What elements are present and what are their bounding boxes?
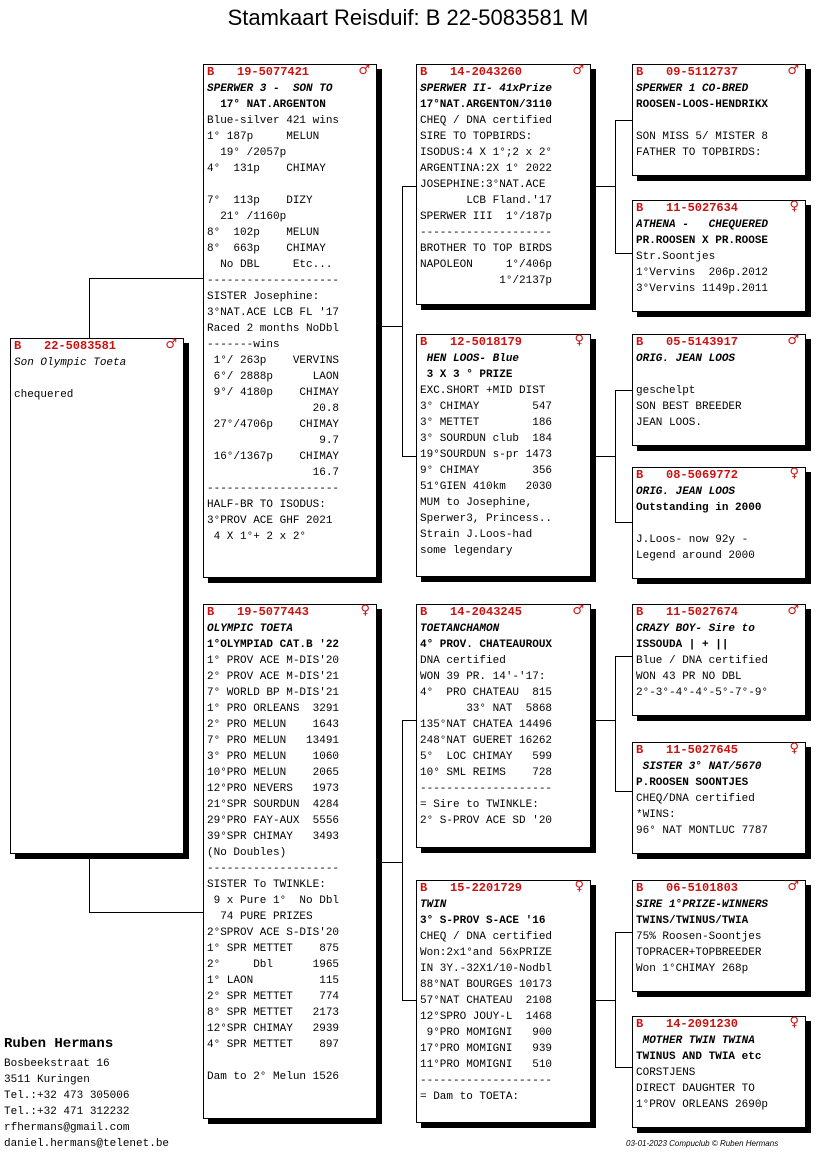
pigeon-card-dss bbox=[632, 604, 806, 716]
card-line: 4° PRO CHATEAU 815 bbox=[420, 687, 553, 699]
card-body bbox=[633, 1032, 805, 1113]
owner-city: 3511 Kuringen bbox=[4, 1074, 90, 1086]
card-line: *WINS: bbox=[636, 809, 676, 821]
card-line: SPERWER 3 - SON TO bbox=[207, 83, 333, 95]
pigeon-card-dam bbox=[203, 604, 377, 1119]
pigeon-card-dam-dam bbox=[416, 880, 591, 1123]
card-body bbox=[417, 620, 590, 829]
card-line bbox=[207, 177, 373, 193]
card-body bbox=[633, 620, 805, 701]
card-line: 16.7 bbox=[207, 467, 340, 479]
card-line: 17°NAT.ARGENTON/3110 bbox=[420, 99, 553, 111]
card-line: SPERWER II- 41xPrize bbox=[420, 83, 553, 95]
card-line: 21°SPR SOURDUN 4284 bbox=[207, 799, 340, 811]
card-line: -------------------- bbox=[420, 227, 553, 239]
card-line: ORIG. JEAN LOOS bbox=[636, 353, 736, 365]
card-line: 1°/ 263p VERVINS bbox=[207, 355, 340, 367]
connector-line bbox=[615, 791, 632, 792]
card-line: WON 39 PR. 14'-'17: bbox=[420, 671, 546, 683]
connector-line bbox=[402, 456, 417, 457]
card-line: ISODUS:4 X 1°;2 x 2° bbox=[420, 147, 553, 159]
card-line: some legendary bbox=[420, 545, 513, 557]
card-line: ATHENA - CHEQUERED bbox=[636, 219, 769, 231]
connector-line bbox=[402, 720, 403, 1001]
card-line: 9°PRO MOMIGNI 900 bbox=[420, 1027, 553, 1039]
pigeon-card-dds bbox=[632, 880, 806, 992]
owner-phone-2: Tel.:+32 471 312232 bbox=[4, 1106, 130, 1118]
card-line: 6°/ 2888p LAON bbox=[207, 371, 340, 383]
card-body bbox=[417, 350, 590, 559]
card-line: J.Loos- now 92y - bbox=[636, 534, 749, 546]
card-line: TWINUS AND TWIA etc bbox=[636, 1051, 762, 1063]
card-line: -------------------- bbox=[420, 1075, 553, 1087]
card-header bbox=[417, 335, 590, 350]
card-line: -------------------- bbox=[420, 783, 553, 795]
card-body bbox=[633, 350, 805, 431]
card-line: 7° WORLD BP M-DIS'21 bbox=[207, 687, 340, 699]
card-line bbox=[636, 516, 802, 532]
card-line: chequered bbox=[14, 389, 74, 401]
card-line: ARGENTINA:2X 1° 2022 bbox=[420, 163, 553, 175]
connector-line bbox=[89, 912, 204, 913]
card-line: SIRE 1°PRIZE-WINNERS bbox=[636, 899, 769, 911]
card-line: DNA certified bbox=[420, 655, 506, 667]
card-line: CRAZY BOY- Sire to bbox=[636, 623, 755, 635]
connector-line bbox=[590, 456, 616, 457]
card-body bbox=[633, 80, 805, 161]
card-line: SISTER 3° NAT/5670 bbox=[636, 761, 762, 773]
connector-line bbox=[590, 1000, 616, 1001]
card-line: 21° /1160p bbox=[207, 211, 287, 223]
male-icon: ♂ bbox=[572, 603, 584, 618]
card-line: 12°PRO NEVERS 1973 bbox=[207, 783, 340, 795]
card-line: Won 1°CHIMAY 268p bbox=[636, 963, 749, 975]
country-code: B bbox=[636, 201, 644, 215]
card-header bbox=[417, 65, 590, 80]
connector-line bbox=[89, 278, 90, 340]
card-line: 19° /2057p bbox=[207, 147, 287, 159]
card-line: 10° SML REIMS 728 bbox=[420, 767, 553, 779]
card-line: 3° SOURDUN club 184 bbox=[420, 433, 553, 445]
card-line: 57°NAT CHATEAU 2108 bbox=[420, 995, 553, 1007]
female-icon: ♀ bbox=[574, 333, 584, 348]
country-code: B bbox=[636, 335, 644, 349]
card-body bbox=[633, 216, 805, 297]
ring-number: 08-5069772 bbox=[666, 468, 739, 482]
card-line: 17° NAT.ARGENTON bbox=[207, 99, 326, 111]
female-icon: ♀ bbox=[574, 879, 584, 894]
card-line: 3° CHIMAY 547 bbox=[420, 401, 553, 413]
card-line: 19°SOURDUN s-pr 1473 bbox=[420, 449, 553, 461]
country-code: B bbox=[636, 468, 644, 482]
card-line: JOSEPHINE:3°NAT.ACE bbox=[420, 179, 546, 191]
country-code: B bbox=[636, 65, 644, 79]
card-line: 2° PRO MELUN 1643 bbox=[207, 719, 340, 731]
card-header bbox=[633, 201, 805, 216]
card-line: Sperwer3, Princess.. bbox=[420, 513, 553, 525]
card-header bbox=[417, 881, 590, 896]
card-line: No DBL Etc... bbox=[207, 259, 333, 271]
card-line: 96° NAT MONTLUC 7787 bbox=[636, 825, 769, 837]
card-line: 9 x Pure 1° No Dbl bbox=[207, 895, 340, 907]
connector-line bbox=[615, 932, 616, 1068]
card-line: ROOSEN-LOOS-HENDRIKX bbox=[636, 99, 769, 111]
card-body bbox=[633, 896, 805, 977]
connector-line bbox=[402, 186, 403, 457]
card-line: 1°OLYMPIAD CAT.B '22 bbox=[207, 639, 340, 651]
card-body bbox=[417, 896, 590, 1105]
female-icon: ♀ bbox=[789, 466, 799, 481]
card-line: 17°PRO MOMIGNI 939 bbox=[420, 1043, 553, 1055]
card-line: -------------------- bbox=[207, 863, 340, 875]
pigeon-card-ddd bbox=[632, 1016, 806, 1128]
card-line: 9.7 bbox=[207, 435, 340, 447]
card-header bbox=[204, 605, 376, 620]
ring-number: 14-2043260 bbox=[450, 65, 523, 79]
card-line: 9° CHIMAY 356 bbox=[420, 465, 553, 477]
card-line: 3° PRO MELUN 1060 bbox=[207, 751, 340, 763]
card-line: -------------------- bbox=[207, 483, 340, 495]
card-line: 3 X 3 ° PRIZE bbox=[420, 369, 513, 381]
card-line: Blue / DNA certified bbox=[636, 655, 769, 667]
card-line: 4° PROV. CHATEAUROUX bbox=[420, 639, 553, 651]
card-line: 88°NAT BOURGES 10173 bbox=[420, 979, 553, 991]
card-line: MUM to Josephine, bbox=[420, 497, 533, 509]
card-line: 10°PRO MELUN 2065 bbox=[207, 767, 340, 779]
card-line: LCB Fland.'17 bbox=[420, 195, 553, 207]
connector-line bbox=[615, 390, 632, 391]
connector-line bbox=[615, 656, 616, 792]
country-code: B bbox=[636, 1017, 644, 1031]
card-line: 1°PROV ORLEANS 2690p bbox=[636, 1099, 769, 1111]
ring-number: 14-2043245 bbox=[450, 605, 523, 619]
card-line: HEN LOOS- Blue bbox=[420, 353, 520, 365]
card-line: 3°NAT.ACE LCB FL '17 bbox=[207, 307, 340, 319]
ring-number: 19-5077443 bbox=[237, 605, 310, 619]
card-line: 16°/1367p CHIMAY bbox=[207, 451, 340, 463]
page-title: Stamkaart Reisduif: B 22-5083581 M bbox=[227, 5, 589, 30]
card-line: SON BEST BREEDER bbox=[636, 401, 742, 413]
male-icon: ♂ bbox=[787, 603, 799, 618]
owner-info bbox=[4, 1034, 169, 1152]
country-code: B bbox=[420, 65, 428, 79]
female-icon: ♀ bbox=[789, 199, 799, 214]
card-line: SPERWER 1 CO-BRED bbox=[636, 83, 749, 95]
country-code: B bbox=[636, 605, 644, 619]
card-line: 7° 113p DIZY bbox=[207, 195, 313, 207]
card-line: TWINS/TWINUS/TWIA bbox=[636, 915, 749, 927]
ring-number: 09-5112737 bbox=[666, 65, 739, 79]
country-code: B bbox=[420, 881, 428, 895]
card-line: SISTER Josephine: bbox=[207, 291, 320, 303]
male-icon: ♂ bbox=[787, 879, 799, 894]
connector-line bbox=[376, 326, 403, 327]
card-body bbox=[633, 758, 805, 839]
card-line: ORIG. JEAN LOOS bbox=[636, 486, 736, 498]
card-line: WON 43 PR NO DBL bbox=[636, 671, 742, 683]
pigeon-card-sire bbox=[203, 64, 377, 578]
card-line: Son Olympic Toeta bbox=[14, 357, 127, 369]
connector-line bbox=[402, 186, 417, 187]
card-line: TOPRACER+TOPBREEDER bbox=[636, 947, 762, 959]
card-line: -------wins bbox=[207, 339, 280, 351]
pigeon-card-dsd bbox=[632, 742, 806, 854]
card-line: SPERWER III 1°/187p bbox=[420, 211, 553, 223]
card-line: TWIN bbox=[420, 899, 447, 911]
male-icon: ♂ bbox=[787, 63, 799, 78]
card-line: ISSOUDA | + || bbox=[636, 639, 729, 651]
card-line: 1°Vervins 206p.2012 bbox=[636, 267, 769, 279]
connector-line bbox=[615, 932, 632, 933]
card-line: 4° SPR METTET 897 bbox=[207, 1039, 340, 1051]
card-line: 33° NAT 5868 bbox=[420, 703, 553, 715]
card-line: 74 PURE PRIZES bbox=[207, 911, 313, 923]
ring-number: 22-5083581 bbox=[44, 339, 117, 353]
card-line: Outstanding in 2000 bbox=[636, 502, 762, 514]
pigeon-card-sss bbox=[632, 64, 806, 176]
card-header bbox=[633, 605, 805, 620]
card-line: CORSTJENS bbox=[636, 1067, 696, 1079]
card-line: SIRE TO TOPBIRDS: bbox=[420, 131, 533, 143]
card-line: 7° PRO MELUN 13491 bbox=[207, 735, 340, 747]
card-line: 12°SPR CHIMAY 2939 bbox=[207, 1023, 340, 1035]
ring-number: 12-5018179 bbox=[450, 335, 523, 349]
card-line: 2° S-PROV ACE SD '20 bbox=[420, 815, 553, 827]
card-line: HALF-BR TO ISODUS: bbox=[207, 499, 326, 511]
card-line bbox=[207, 1053, 373, 1069]
card-line: FATHER TO TOPBIRDS: bbox=[636, 147, 762, 159]
card-line: CHEQ/DNA certified bbox=[636, 793, 755, 805]
owner-name: Ruben Hermans bbox=[4, 1036, 114, 1052]
card-line: (No Doubles) bbox=[207, 847, 287, 859]
connector-line bbox=[89, 854, 90, 912]
card-line: 1° LAON 115 bbox=[207, 975, 340, 987]
ring-number: 14-2091230 bbox=[666, 1017, 739, 1031]
card-line: BROTHER TO TOP BIRDS bbox=[420, 243, 553, 255]
card-header bbox=[633, 335, 805, 350]
card-line: 29°PRO FAY-AUX 5556 bbox=[207, 815, 340, 827]
connector-line bbox=[402, 720, 417, 721]
card-line: 1° SPR METTET 875 bbox=[207, 943, 340, 955]
card-body bbox=[633, 483, 805, 564]
male-icon: ♂ bbox=[358, 63, 370, 78]
connector-line bbox=[590, 720, 616, 721]
card-header bbox=[633, 743, 805, 758]
card-line: CHEQ / DNA certified bbox=[420, 115, 553, 127]
card-line: Str.Soontjes bbox=[636, 251, 716, 263]
connector-line bbox=[376, 862, 403, 863]
card-line: PR.ROOSEN X PR.ROOSE bbox=[636, 235, 769, 247]
card-body bbox=[417, 80, 590, 289]
card-line: 9°/ 4180p CHIMAY bbox=[207, 387, 340, 399]
country-code: B bbox=[207, 605, 215, 619]
card-line: 2° SPR METTET 774 bbox=[207, 991, 340, 1003]
ring-number: 11-5027645 bbox=[666, 743, 739, 757]
card-line: Blue-silver 421 wins bbox=[207, 115, 340, 127]
card-line: 2° PROV ACE M-DIS'21 bbox=[207, 671, 340, 683]
card-line: IN 3Y.-32X1/10-Nodbl bbox=[420, 963, 553, 975]
card-line: Won:2x1°and 56xPRIZE bbox=[420, 947, 553, 959]
card-line: 4° 131p CHIMAY bbox=[207, 163, 326, 175]
card-line: TOETANCHAMON bbox=[420, 623, 500, 635]
card-line: MOTHER TWIN TWINA bbox=[636, 1035, 755, 1047]
card-line: 12°SPRO JOUY-L 1468 bbox=[420, 1011, 553, 1023]
card-line: EXC.SHORT +MID DIST bbox=[420, 385, 546, 397]
card-line: 1° PROV ACE M-DIS'20 bbox=[207, 655, 340, 667]
connector-line bbox=[615, 1067, 632, 1068]
female-icon: ♀ bbox=[789, 1015, 799, 1030]
country-code: B bbox=[420, 335, 428, 349]
owner-phone-1: Tel.:+32 473 305006 bbox=[4, 1090, 130, 1102]
card-line: 27°/4706p CHIMAY bbox=[207, 419, 340, 431]
card-line: 2° Dbl 1965 bbox=[207, 959, 340, 971]
card-line: 8° 663p CHIMAY bbox=[207, 243, 326, 255]
card-line: JEAN LOOS. bbox=[636, 417, 703, 429]
ring-number: 11-5027674 bbox=[666, 605, 739, 619]
card-line: = Sire to TWINKLE: bbox=[420, 799, 539, 811]
card-header bbox=[204, 65, 376, 80]
male-icon: ♂ bbox=[165, 337, 177, 352]
owner-email-2: daniel.hermans@telenet.be bbox=[4, 1138, 170, 1150]
card-line: 11°PRO MOMIGNI 510 bbox=[420, 1059, 553, 1071]
card-line: Legend around 2000 bbox=[636, 550, 755, 562]
card-line: 8° 102p MELUN bbox=[207, 227, 320, 239]
card-line: 1° PRO ORLEANS 3291 bbox=[207, 703, 340, 715]
connector-line bbox=[615, 656, 632, 657]
pigeon-card-sds bbox=[632, 334, 806, 446]
card-line: Strain J.Loos-had bbox=[420, 529, 533, 541]
card-line: CHEQ / DNA certified bbox=[420, 931, 553, 943]
country-code: B bbox=[420, 605, 428, 619]
card-line: geschelpt bbox=[636, 385, 696, 397]
card-line: 20.8 bbox=[207, 403, 340, 415]
pigeon-card-ssd bbox=[632, 200, 806, 312]
card-line: = Dam to TOETA: bbox=[420, 1091, 520, 1103]
pigeon-card-subject bbox=[10, 338, 184, 854]
card-line bbox=[14, 371, 180, 387]
ring-number: 06-5101803 bbox=[666, 881, 739, 895]
country-code: B bbox=[14, 339, 22, 353]
card-line: 39°SPR CHIMAY 3493 bbox=[207, 831, 340, 843]
card-line: -------------------- bbox=[207, 275, 340, 287]
card-header bbox=[11, 339, 183, 354]
owner-street: Bosbeekstraat 16 bbox=[4, 1058, 110, 1070]
card-line bbox=[636, 113, 802, 129]
country-code: B bbox=[207, 65, 215, 79]
pigeon-card-dam-sire bbox=[416, 604, 591, 848]
card-line bbox=[636, 367, 802, 383]
card-header bbox=[633, 1017, 805, 1032]
card-line: 3°Vervins 1149p.2011 bbox=[636, 283, 769, 295]
ring-number: 19-5077421 bbox=[237, 65, 310, 79]
card-line: 248°NAT GUERET 16262 bbox=[420, 735, 553, 747]
card-body bbox=[204, 80, 376, 545]
card-line: OLYMPIC TOETA bbox=[207, 623, 293, 635]
connector-line bbox=[402, 1000, 417, 1001]
card-line: 135°NAT CHATEA 14496 bbox=[420, 719, 553, 731]
ring-number: 05-5143917 bbox=[666, 335, 739, 349]
footer-credit: 03-01-2023 Compuclub © Ruben Hermans bbox=[626, 1139, 779, 1148]
card-line: 51°GIEN 410km 2030 bbox=[420, 481, 553, 493]
card-line: 1° 187p MELUN bbox=[207, 131, 320, 143]
female-icon: ♀ bbox=[789, 741, 799, 756]
pigeon-card-sdd bbox=[632, 467, 806, 579]
connector-line bbox=[615, 522, 632, 523]
ring-number: 15-2201729 bbox=[450, 881, 523, 895]
card-line: 2°-3°-4°-4°-5°-7°-9° bbox=[636, 687, 769, 699]
card-line: 1°/2137p bbox=[420, 275, 553, 287]
male-icon: ♂ bbox=[787, 333, 799, 348]
connector-line bbox=[590, 186, 616, 187]
country-code: B bbox=[636, 881, 644, 895]
card-line: SISTER To TWINKLE: bbox=[207, 879, 326, 891]
card-line: 5° LOC CHIMAY 599 bbox=[420, 751, 553, 763]
card-line: DIRECT DAUGHTER TO bbox=[636, 1083, 755, 1095]
male-icon: ♂ bbox=[572, 63, 584, 78]
card-body bbox=[11, 354, 183, 403]
card-header bbox=[633, 468, 805, 483]
female-icon: ♀ bbox=[360, 603, 370, 618]
card-header bbox=[633, 65, 805, 80]
card-line: 75% Roosen-Soontjes bbox=[636, 931, 762, 943]
card-line: 3° METTET 186 bbox=[420, 417, 553, 429]
card-line: SON MISS 5/ MISTER 8 bbox=[636, 131, 769, 143]
card-header bbox=[417, 605, 590, 620]
card-line: 2°SPROV ACE S-DIS'20 bbox=[207, 927, 340, 939]
card-line: 4 X 1°+ 2 x 2° bbox=[207, 531, 307, 543]
card-body bbox=[204, 620, 376, 1085]
connector-line bbox=[615, 120, 632, 121]
pigeon-card-sire-sire bbox=[416, 64, 591, 305]
card-line: 8° SPR METTET 2173 bbox=[207, 1007, 340, 1019]
card-line: P.ROOSEN SOONTJES bbox=[636, 777, 749, 789]
card-line: Raced 2 months NoDbl bbox=[207, 323, 340, 335]
card-line: Dam to 2° Melun 1526 bbox=[207, 1071, 340, 1083]
connector-line bbox=[615, 120, 616, 254]
card-line: 3°PROV ACE GHF 2021 bbox=[207, 515, 333, 527]
country-code: B bbox=[636, 743, 644, 757]
owner-email-1: rfhermans@gmail.com bbox=[4, 1122, 130, 1134]
card-line: NAPOLEON 1°/406p bbox=[420, 259, 553, 271]
card-header bbox=[633, 881, 805, 896]
card-line: 3° S-PROV S-ACE '16 bbox=[420, 915, 546, 927]
ring-number: 11-5027634 bbox=[666, 201, 739, 215]
connector-line bbox=[89, 278, 204, 279]
connector-line bbox=[615, 390, 616, 523]
pigeon-card-sire-dam bbox=[416, 334, 591, 577]
connector-line bbox=[615, 253, 632, 254]
